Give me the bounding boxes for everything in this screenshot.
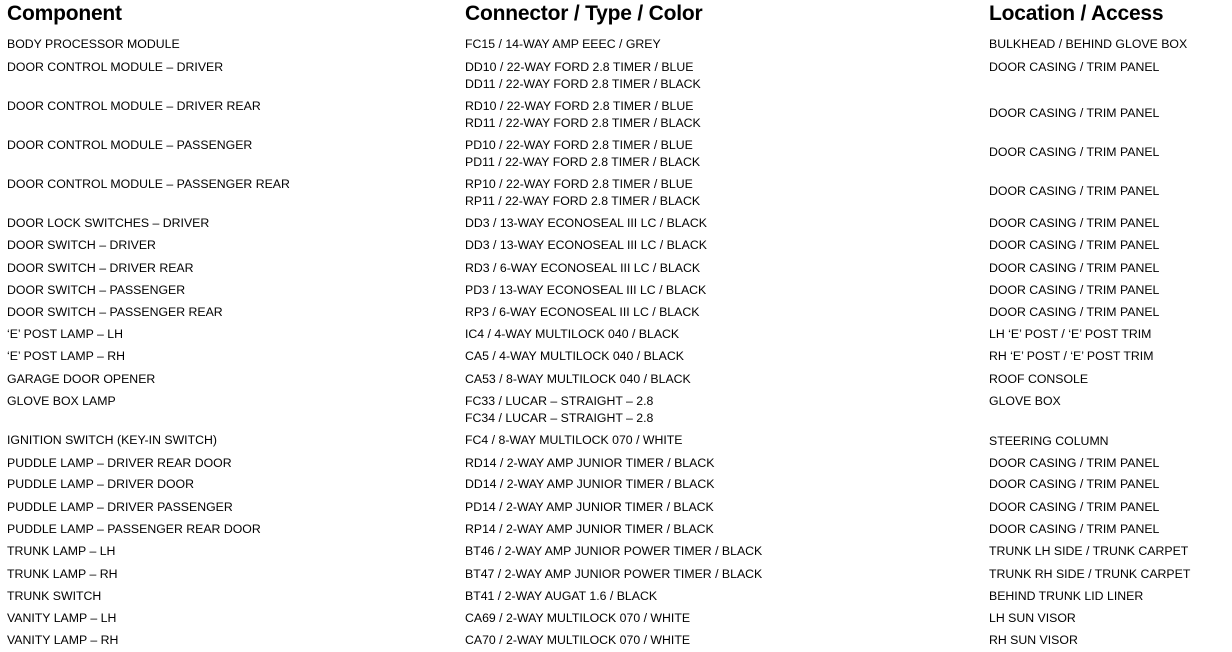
connector-cell [465, 59, 701, 93]
location-access: DOOR CASING / TRIM PANEL [989, 283, 1160, 297]
connector-cell [465, 610, 690, 627]
connector-line: DD3 / 13-WAY ECONOSEAL III LC / BLACK [465, 238, 707, 252]
connector-line: PD10 / 22-WAY FORD 2.8 TIMER / BLUE [465, 138, 693, 152]
component-name: PUDDLE LAMP – DRIVER DOOR [7, 477, 195, 491]
location-access: LH SUN VISOR [989, 611, 1076, 625]
connector-cell [465, 521, 714, 538]
connector-cell [465, 476, 714, 493]
connector-line: RD14 / 2-WAY AMP JUNIOR TIMER / BLACK [465, 456, 715, 470]
location-access: TRUNK LH SIDE / TRUNK CARPET [989, 544, 1189, 558]
location-access: DOOR CASING / TRIM PANEL [989, 238, 1160, 252]
component-name: TRUNK SWITCH [7, 589, 102, 603]
component-name: ‘E’ POST LAMP – RH [7, 349, 125, 363]
connector-line: BT46 / 2-WAY AMP JUNIOR POWER TIMER / BLACK [465, 544, 763, 558]
location-access: DOOR CASING / TRIM PANEL [989, 522, 1160, 536]
connector-cell [465, 393, 653, 427]
connector-cell [465, 326, 679, 343]
connector-cell [465, 348, 684, 365]
component-name: PUDDLE LAMP – DRIVER REAR DOOR [7, 456, 232, 470]
connector-line: DD3 / 13-WAY ECONOSEAL III LC / BLACK [465, 216, 707, 230]
location-access: STEERING COLUMN [989, 434, 1109, 448]
component-name: DOOR CONTROL MODULE – DRIVER REAR [7, 99, 261, 113]
location-access: ROOF CONSOLE [989, 372, 1089, 386]
location-access: DOOR CASING / TRIM PANEL [989, 184, 1160, 198]
connector-cell [465, 499, 714, 516]
location-access: DOOR CASING / TRIM PANEL [989, 145, 1160, 159]
connector-line: CA70 / 2-WAY MULTILOCK 070 / WHITE [465, 633, 691, 647]
location-access: RH SUN VISOR [989, 633, 1078, 647]
location-access: BULKHEAD / BEHIND GLOVE BOX [989, 37, 1188, 51]
connector-line: PD3 / 13-WAY ECONOSEAL III LC / BLACK [465, 283, 707, 297]
connector-cell [465, 304, 699, 321]
connector-line: RP10 / 22-WAY FORD 2.8 TIMER / BLUE [465, 177, 693, 191]
connector-line: CA5 / 4-WAY MULTILOCK 040 / BLACK [465, 349, 684, 363]
location-access: DOOR CASING / TRIM PANEL [989, 500, 1160, 514]
connector-line: RD3 / 6-WAY ECONOSEAL III LC / BLACK [465, 261, 701, 275]
location-access: DOOR CASING / TRIM PANEL [989, 60, 1160, 74]
component-name: DOOR CONTROL MODULE – PASSENGER REAR [7, 177, 290, 191]
location-access: DOOR CASING / TRIM PANEL [989, 477, 1160, 491]
connector-cell [465, 588, 657, 605]
component-name: PUDDLE LAMP – DRIVER PASSENGER [7, 500, 233, 514]
component-name: DOOR CONTROL MODULE – PASSENGER [7, 138, 253, 152]
connector-line: DD14 / 2-WAY AMP JUNIOR TIMER / BLACK [465, 477, 715, 491]
connector-cell [465, 260, 700, 277]
connector-line: RP3 / 6-WAY ECONOSEAL III LC / BLACK [465, 305, 700, 319]
connector-cell [465, 137, 700, 171]
component-name: TRUNK LAMP – RH [7, 567, 118, 581]
connector-line: BT47 / 2-WAY AMP JUNIOR POWER TIMER / BLACK [465, 567, 763, 581]
component-name: DOOR LOCK SWITCHES – DRIVER [7, 216, 210, 230]
component-name: DOOR SWITCH – PASSENGER REAR [7, 305, 223, 319]
component-name: TRUNK LAMP – LH [7, 544, 116, 558]
connector-line: RD10 / 22-WAY FORD 2.8 TIMER / BLUE [465, 99, 694, 113]
location-access: BEHIND TRUNK LID LINER [989, 589, 1144, 603]
component-name: VANITY LAMP – LH [7, 611, 117, 625]
component-name: ‘E’ POST LAMP – LH [7, 327, 123, 341]
component-name: PUDDLE LAMP – PASSENGER REAR DOOR [7, 522, 261, 536]
connector-line: FC15 / 14-WAY AMP EEEC / GREY [465, 37, 661, 51]
component-name: GLOVE BOX LAMP [7, 394, 116, 408]
component-name: IGNITION SWITCH (KEY-IN SWITCH) [7, 433, 217, 447]
connector-line: PD11 / 22-WAY FORD 2.8 TIMER / BLACK [465, 155, 701, 169]
connector-cell [465, 566, 762, 583]
connector-line: RD11 / 22-WAY FORD 2.8 TIMER / BLACK [465, 116, 701, 130]
component-name: VANITY LAMP – RH [7, 633, 119, 647]
connector-cell [465, 176, 700, 210]
connector-line: RP11 / 22-WAY FORD 2.8 TIMER / BLACK [465, 194, 701, 208]
connector-cell [465, 543, 762, 560]
component-name: DOOR CONTROL MODULE – DRIVER [7, 60, 224, 74]
location-access: DOOR CASING / TRIM PANEL [989, 106, 1160, 120]
connector-cell [465, 282, 706, 299]
connector-line: CA69 / 2-WAY MULTILOCK 070 / WHITE [465, 611, 691, 625]
connector-cell [465, 632, 690, 649]
location-access: DOOR CASING / TRIM PANEL [989, 305, 1160, 319]
connector-column-header: Connector / Type / Color [465, 2, 703, 25]
location-access: DOOR CASING / TRIM PANEL [989, 216, 1160, 230]
connector-line: RP14 / 2-WAY AMP JUNIOR TIMER / BLACK [465, 522, 714, 536]
connector-line: DD10 / 22-WAY FORD 2.8 TIMER / BLUE [465, 60, 694, 74]
location-access: DOOR CASING / TRIM PANEL [989, 456, 1160, 470]
component-column-header: Component [7, 2, 122, 25]
connector-cell [465, 215, 707, 232]
connector-line: DD11 / 22-WAY FORD 2.8 TIMER / BLACK [465, 77, 701, 91]
connector-line: PD14 / 2-WAY AMP JUNIOR TIMER / BLACK [465, 500, 714, 514]
connector-cell [465, 432, 683, 449]
location-access: RH ‘E’ POST / ‘E’ POST TRIM [989, 349, 1154, 363]
connector-cell [465, 237, 707, 254]
connector-cell [465, 98, 701, 132]
component-name: GARAGE DOOR OPENER [7, 372, 156, 386]
location-access: TRUNK RH SIDE / TRUNK CARPET [989, 567, 1191, 581]
connector-cell [465, 36, 661, 53]
component-name: DOOR SWITCH – DRIVER [7, 238, 156, 252]
connector-line: BT41 / 2-WAY AUGAT 1.6 / BLACK [465, 589, 658, 603]
component-name: BODY PROCESSOR MODULE [7, 37, 180, 51]
location-column-header: Location / Access [989, 2, 1164, 25]
location-access: GLOVE BOX [989, 394, 1061, 408]
connector-line: FC34 / LUCAR – STRAIGHT – 2.8 [465, 411, 654, 425]
connector-line: FC33 / LUCAR – STRAIGHT – 2.8 [465, 394, 654, 408]
connector-line: FC4 / 8-WAY MULTILOCK 070 / WHITE [465, 433, 683, 447]
location-access: LH ‘E’ POST / ‘E’ POST TRIM [989, 327, 1152, 341]
connector-cell [465, 371, 691, 388]
connector-line: CA53 / 8-WAY MULTILOCK 040 / BLACK [465, 372, 691, 386]
location-access: DOOR CASING / TRIM PANEL [989, 261, 1160, 275]
connector-cell [465, 455, 714, 472]
component-name: DOOR SWITCH – PASSENGER [7, 283, 186, 297]
component-name: DOOR SWITCH – DRIVER REAR [7, 261, 194, 275]
connector-line: IC4 / 4-WAY MULTILOCK 040 / BLACK [465, 327, 680, 341]
